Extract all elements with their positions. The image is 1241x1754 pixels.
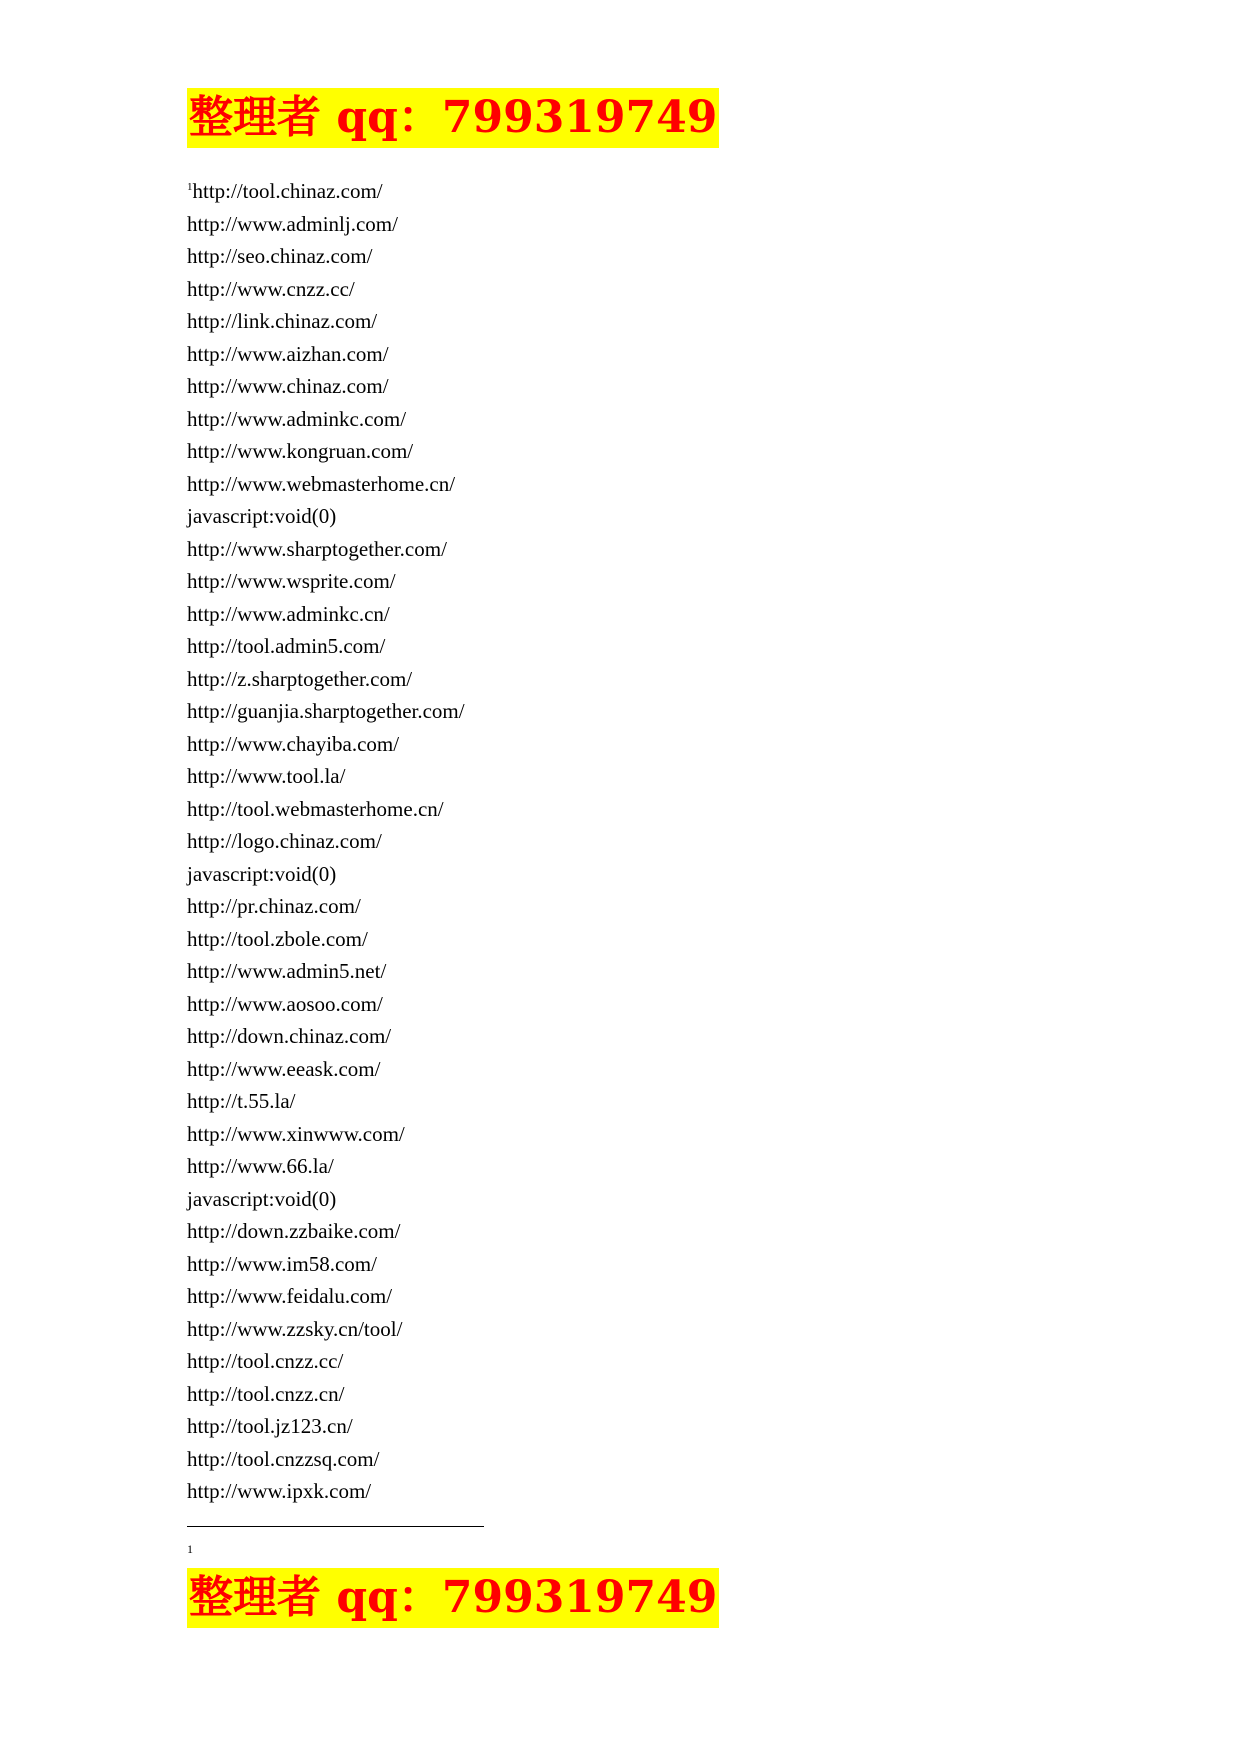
url-line[interactable]: http://www.zzsky.cn/tool/	[187, 1316, 403, 1341]
url-line[interactable]: http://www.sharptogether.com/	[187, 536, 447, 561]
url-line[interactable]: http://www.webmasterhome.cn/	[187, 471, 456, 496]
url-line[interactable]: http://www.66.la/	[187, 1154, 334, 1178]
url-line[interactable]: http://tool.cnzz.cc/	[187, 1349, 344, 1373]
url-text[interactable]: http://tool.chinaz.com/	[192, 179, 383, 203]
url-line[interactable]: http://guanjia.sharptogether.com/	[187, 699, 465, 723]
url-line[interactable]: http://www.adminkc.com/	[187, 406, 407, 431]
footnote-ref[interactable]: 1	[187, 181, 193, 193]
footnote-separator	[187, 1526, 484, 1527]
url-line[interactable]: http://tool.jz123.cn/	[187, 1414, 353, 1438]
url-line[interactable]: http://seo.chinaz.com/	[187, 244, 373, 268]
url-line[interactable]: http://www.ipxk.com/	[187, 1479, 372, 1503]
footer-banner: 整理者 qq：799319749	[187, 1568, 719, 1628]
url-line[interactable]: http://tool.cnzzsq.com/	[187, 1446, 380, 1471]
url-list	[187, 175, 465, 1508]
url-line[interactable]: http://tool.admin5.com/	[187, 634, 386, 658]
url-line[interactable]: http://www.adminkc.cn/	[187, 601, 390, 626]
url-line[interactable]: http://www.cnzz.cc/	[187, 276, 355, 301]
url-line[interactable]: http://www.admin5.net/	[187, 959, 387, 983]
url-line[interactable]: http://www.adminlj.com/	[187, 211, 398, 236]
url-line[interactable]: http://www.aizhan.com/	[187, 341, 389, 366]
url-line[interactable]: javascript:void(0)	[187, 861, 337, 886]
url-line[interactable]: javascript:void(0)	[187, 1186, 337, 1211]
footnote-number: 1	[187, 1542, 193, 1556]
url-line[interactable]	[187, 175, 465, 208]
header-banner: 整理者 qq：799319749	[187, 88, 719, 148]
url-line[interactable]: http://tool.zbole.com/	[187, 926, 368, 951]
url-line[interactable]: http://www.chinaz.com/	[187, 374, 389, 398]
url-line[interactable]: http://www.tool.la/	[187, 764, 346, 788]
url-line[interactable]: http://www.wsprite.com/	[187, 569, 396, 593]
url-line[interactable]: http://www.eeask.com/	[187, 1056, 381, 1081]
url-line[interactable]: http://www.kongruan.com/	[187, 439, 414, 463]
url-line[interactable]: http://t.55.la/	[187, 1089, 296, 1113]
url-line[interactable]: http://down.zzbaike.com/	[187, 1219, 401, 1243]
url-line[interactable]: http://z.sharptogether.com/	[187, 666, 413, 691]
url-line[interactable]: http://logo.chinaz.com/	[187, 829, 382, 853]
url-line[interactable]: http://down.chinaz.com/	[187, 1024, 392, 1048]
url-line[interactable]: http://tool.cnzz.cn/	[187, 1381, 345, 1406]
url-line[interactable]: http://www.feidalu.com/	[187, 1284, 393, 1308]
url-line[interactable]: http://www.xinwww.com/	[187, 1121, 405, 1146]
url-line[interactable]: http://www.chayiba.com/	[187, 731, 400, 756]
url-line[interactable]: http://pr.chinaz.com/	[187, 894, 361, 918]
url-line[interactable]: javascript:void(0)	[187, 504, 337, 528]
url-line[interactable]: http://link.chinaz.com/	[187, 309, 378, 333]
url-line[interactable]: http://tool.webmasterhome.cn/	[187, 796, 444, 821]
url-line[interactable]: http://www.aosoo.com/	[187, 991, 383, 1016]
url-line[interactable]: http://www.im58.com/	[187, 1251, 377, 1276]
